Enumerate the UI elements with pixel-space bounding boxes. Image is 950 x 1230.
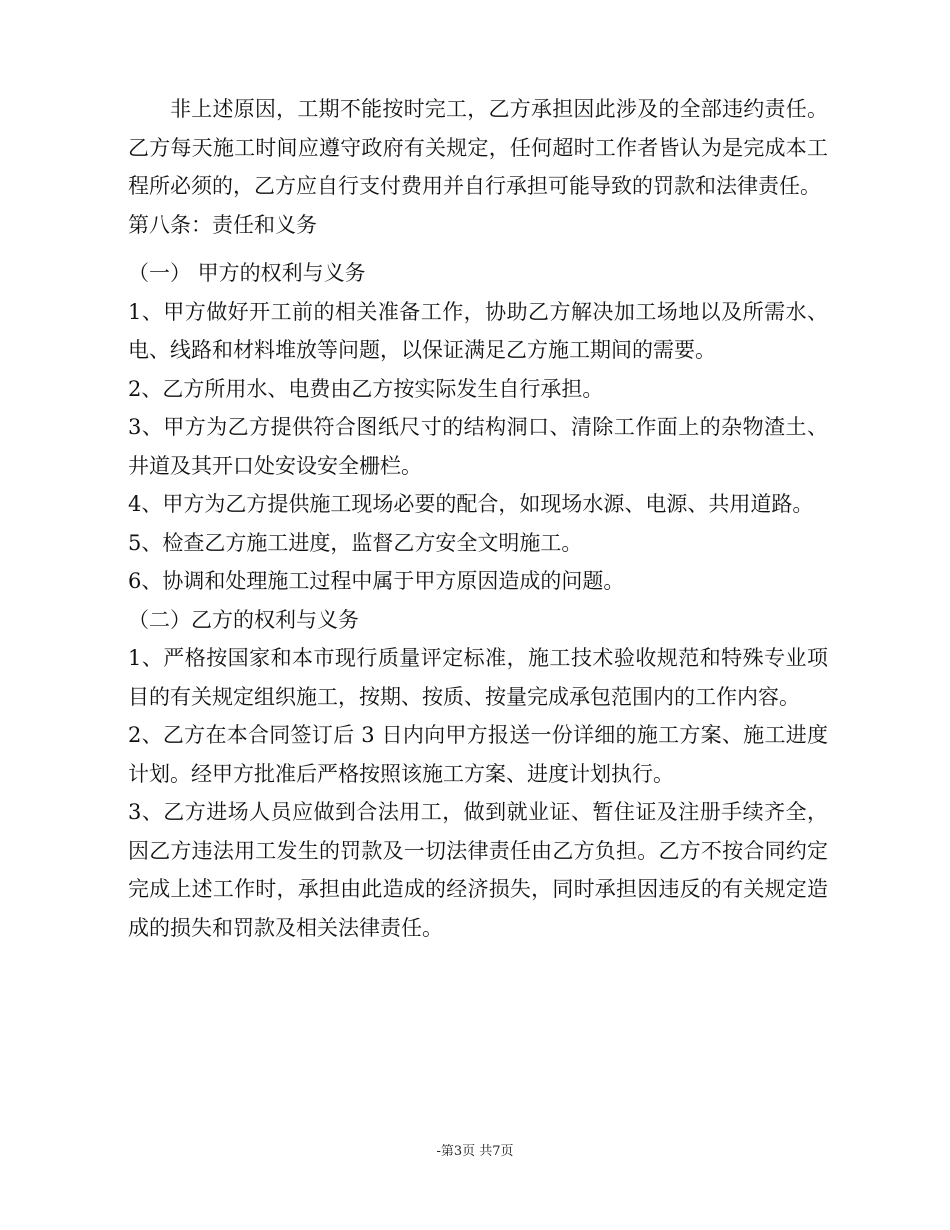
page-number-footer: -第3页 共7页 xyxy=(436,1144,514,1159)
party-b-item-1: 1、严格按国家和本市现行质量评定标准，施工技术验收规范和特殊专业项目的有关规定组织施工，按期、按质、按量完成承包范围内的工作内容。 xyxy=(128,646,828,709)
party-b-item-3: 3、乙方进场人员应做到合法用工，做到就业证、暂住证及注册手续齐全，因乙方违法用工发生的罚款及一切法律责任由乙方负担。乙方不按合同约定完成上述工作时，承担由此造成的经济损失，同时承担因违反的有关规定造成的损失和罚款及相关法律责任。 xyxy=(128,800,828,940)
section-party-a-heading: （一） 甲方的权利与义务 xyxy=(128,261,366,285)
party-a-item-5: 5、检查乙方施工进度，监督乙方安全文明施工。 xyxy=(128,530,583,555)
party-a-item-6: 6、协调和处理施工过程中属于甲方原因造成的问题。 xyxy=(128,569,625,593)
party-b-item-2: 2、乙方在本合同签订后 3 日内向甲方报送一份详细的施工方案、施工进度计划。经甲方批准后严格按照该施工方案、进度计划执行。 xyxy=(128,723,828,786)
document-body xyxy=(128,90,828,947)
party-a-item-1: 1、甲方做好开工前的相关准备工作，协助乙方解决加工场地以及所需水、电、线路和材料堆放等问题，以保证满足乙方施工期间的需要。 xyxy=(128,299,828,362)
party-a-item-4: 4、甲方为乙方提供施工现场必要的配合，如现场水源、电源、共用道路。 xyxy=(128,492,814,516)
party-a-item-2: 2、乙方所用水、电费由乙方按实际发生自行承担。 xyxy=(128,376,604,401)
party-a-item-3: 3、甲方为乙方提供符合图纸尺寸的结构洞口、清除工作面上的杂物渣土、井道及其开口处安设安全栅栏。 xyxy=(128,415,828,478)
paragraph-delay-liability: 非上述原因，工期不能按时完工，乙方承担因此涉及的全部违约责任。乙方每天施工时间应遵守政府有关规定，任何超时工作者皆认为是完成本工程所必须的，乙方应自行支付费用并自行承担可能导致的罚款和法律责任。 xyxy=(128,97,828,198)
article-eight-heading: 第八条：责任和义务 xyxy=(128,212,317,237)
section-party-b-heading: （二）乙方的权利与义务 xyxy=(128,607,359,632)
